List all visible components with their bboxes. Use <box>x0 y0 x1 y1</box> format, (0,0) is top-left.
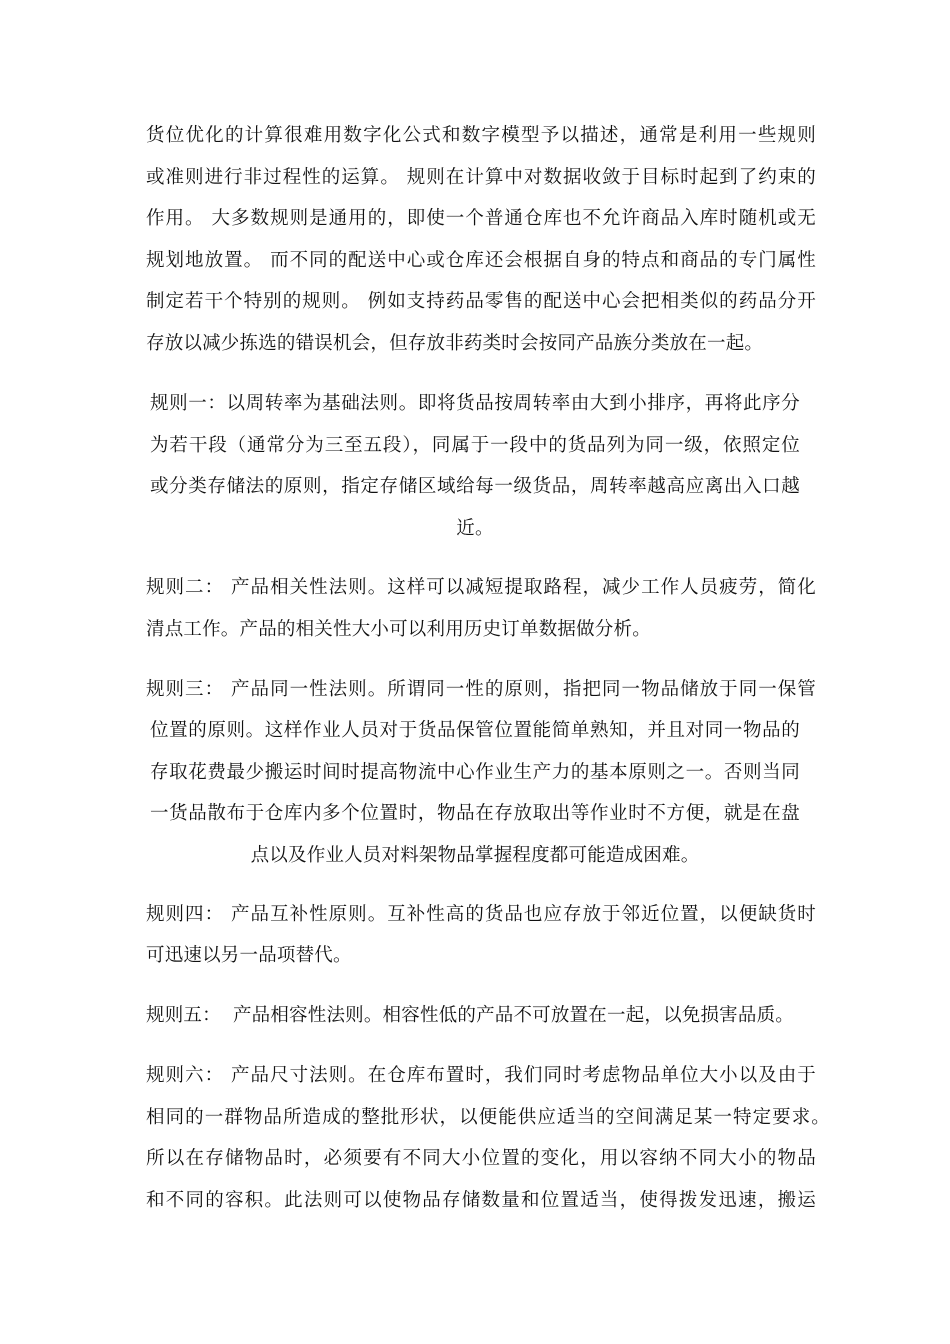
rule1-line-1: 规则一：以周转率为基础法则。即将货品按周转率由大到小排序，再将此序分 <box>150 393 800 414</box>
rule3-line-4: 一货品散布于仓库内多个位置时，物品在存放取出等作业时不方便，就是在盘 <box>150 803 800 824</box>
rule6-line-4: 和不同的容积。此法则可以使物品存储数量和位置适当，使得拨发迅速，搬运 <box>146 1190 816 1211</box>
intro-line-2: 或准则进行非过程性的运算。 规则在计算中对数据收敛于目标时起到了约束的 <box>146 167 816 188</box>
intro-line-5: 制定若干个特别的规则。 例如支持药品零售的配送中心会把相类似的药品分开 <box>146 291 816 312</box>
rule3-line-5: 点以及作业人员对料架物品掌握程度都可能造成困难。 <box>250 845 700 866</box>
rule1-line-2: 为若干段（通常分为三至五段），同属于一段中的货品列为同一级，依照定位 <box>150 435 800 456</box>
rule1-line-3: 或分类存储法的原则，指定存储区域给每一级货品，周转率越高应离出入口越 <box>150 476 800 497</box>
intro-line-6: 存放以减少拣选的错误机会，但存放非药类时会按同产品族分类放在一起。 <box>146 333 764 354</box>
intro-line-3: 作用。 大多数规则是通用的，即使一个普通仓库也不允许商品入库时随机或无 <box>146 208 816 229</box>
rule2-line-1: 规则二： 产品相关性法则。这样可以减短提取路程，减少工作人员疲劳，简化 <box>146 577 816 598</box>
intro-line-1: 货位优化的计算很难用数字化公式和数字模型予以描述，通常是利用一些规则 <box>146 125 816 146</box>
rule4-line-1: 规则四： 产品互补性原则。互补性高的货品也应存放于邻近位置，以便缺货时 <box>146 904 816 925</box>
rule3-line-2: 位置的原则。这样作业人员对于货品保管位置能简单熟知，并且对同一物品的 <box>150 720 800 741</box>
rule1-line-4: 近。 <box>456 518 494 539</box>
rule5-line-1: 规则五： 产品相容性法则。相容性低的产品不可放置在一起，以免损害品质。 <box>146 1005 794 1026</box>
rule3-line-3: 存取花费最少搬运时间时提高物流中心作业生产力的基本原则之一。否则当同 <box>150 762 800 783</box>
intro-line-4: 规划地放置。 而不同的配送中心或仓库还会根据自身的特点和商品的专门属性 <box>146 250 816 271</box>
rule6-line-1: 规则六： 产品尺寸法则。在仓库布置时，我们同时考虑物品单位大小以及由于 <box>146 1065 816 1086</box>
rule2-line-2: 清点工作。产品的相关性大小可以利用历史订单数据做分析。 <box>146 619 651 640</box>
rule4-line-2: 可迅速以另一品项替代。 <box>146 945 352 966</box>
rule3-line-1: 规则三： 产品同一性法则。所谓同一性的原则，指把同一物品储放于同一保管 <box>146 679 816 700</box>
rule6-line-2: 相同的一群物品所造成的整批形状，以便能供应适当的空间满足某一特定要求。 <box>146 1107 830 1128</box>
rule6-line-3: 所以在存储物品时，必须要有不同大小位置的变化，用以容纳不同大小的物品 <box>146 1148 816 1169</box>
